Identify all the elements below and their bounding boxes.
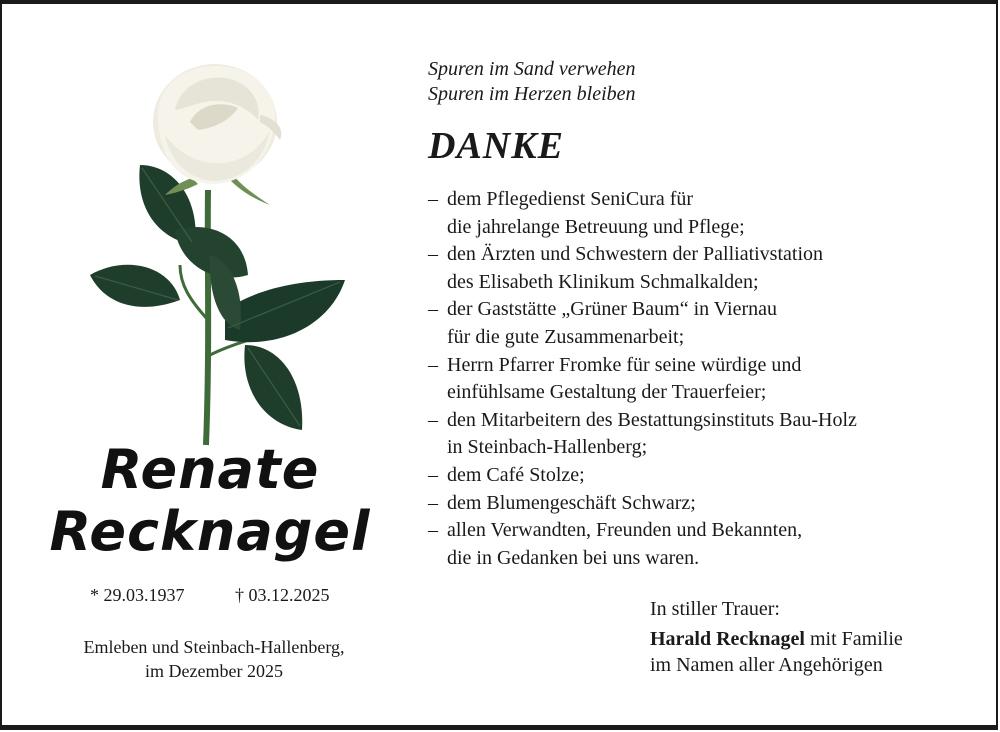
thanks-item [428,296,857,351]
signature-line [650,628,903,651]
thanks-item [428,352,857,407]
thanks-item-line: dem Café Stolze; [447,463,585,486]
thanks-item [428,241,857,296]
dash-bullet: – [428,188,438,210]
dash-bullet: – [428,519,438,542]
thanks-item-line: die in Gedanken bei uns waren. [447,546,700,569]
dash-bullet: – [428,353,438,376]
thanks-item [428,186,857,241]
dash-bullet: – [428,243,438,266]
signature-closing: im Namen aller Angehörigen [650,654,883,676]
birth-date: * 29.03.1937 [90,585,185,605]
thanks-item-line: die jahrelange Betreuung und Pflege; [447,215,745,238]
place-line: Emleben und Steinbach-Hallenberg, [83,637,345,657]
dash-bullet: – [428,408,438,431]
thanks-list [428,186,857,572]
signature-name: Harald Recknagel [650,628,805,650]
date-line: im Dezember 2025 [145,661,283,681]
signature-name-suffix: mit Familie [805,628,903,650]
dash-bullet: – [428,491,438,514]
motto-line: Spuren im Sand verwehen [428,58,636,80]
thanks-item-line: allen Verwandten, Freunden und Bekannten, [447,519,803,542]
death-date: † 03.12.2025 [235,585,330,605]
deceased-first-name: Renate [100,438,320,501]
thanks-item-line: Herrn Pfarrer Fromke für seine würdige und [447,353,802,376]
thanks-item-line: dem Blumengeschäft Schwarz; [447,491,696,514]
white-rose-image [80,60,360,450]
motto-line: Spuren im Herzen bleiben [428,83,636,105]
thanks-item-line: des Elisabeth Klinikum Schmalkalden; [447,270,759,293]
deceased-last-name: Recknagel [49,500,371,563]
thanks-item-line: einfühlsame Gestaltung der Trauerfeier; [447,381,767,404]
thanks-item [428,407,857,462]
dash-bullet: – [428,463,438,486]
thanks-item-line: den Ärzten und Schwestern der Palliativstation [447,243,824,266]
thanks-heading: DANKE [428,125,564,167]
thanks-item-line: für die gute Zusammenarbeit; [447,325,685,348]
thanks-item-line: in Steinbach-Hallenberg; [447,436,648,459]
thanks-item [428,490,857,518]
signature-intro: In stiller Trauer: [650,598,780,620]
thanks-item [428,517,857,572]
dash-bullet: – [428,298,438,321]
thanks-item-line: der Gaststätte „Grüner Baum“ in Viernau [447,298,777,321]
thanks-item-line: dem Pflegedienst SeniCura für [447,188,694,210]
thanks-item [428,462,857,490]
thanks-item-line: den Mitarbeitern des Bestattungsinstituts Bau-Holz [447,408,857,431]
